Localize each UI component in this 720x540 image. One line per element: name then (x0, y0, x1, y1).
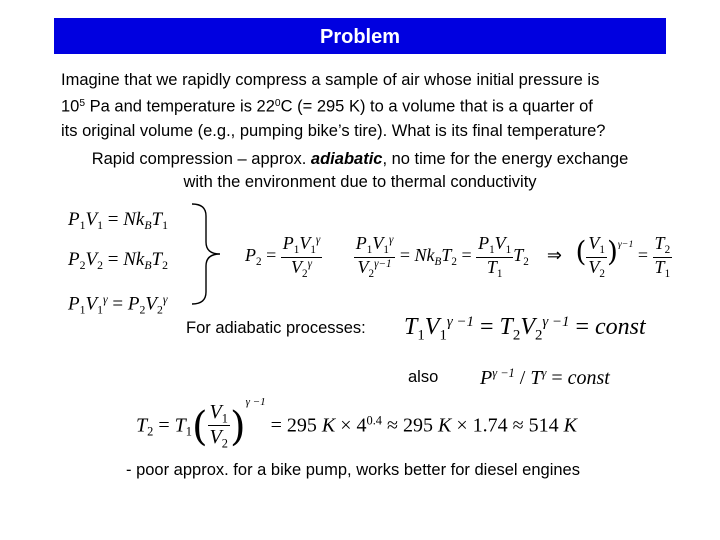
problem-line-2: $10^5$ Pa and temperature is $22^0C$ (= 295 K) to a volume that is a quarter of (61, 97, 593, 116)
problem-line-1: Imagine that we rapidly compress a sample of air whose initial pressure is (61, 71, 600, 89)
brace-icon (190, 202, 224, 306)
derivation-row: $P_2$ = $\frac{P_1V_1^\gamma}{V_2^\gamma}$ $\frac{P_1V_1^\gamma}{V_2^{\gamma-1}}$ = $Nk_BT_2$ = $\frac{P_1V_1}{T_1}$ $T_2$ ⇒ ( $\frac{V_1}{V_2}$ )$^{\gamma-1}$ = $\frac{T_2}{T_1}$ (245, 233, 671, 280)
equation-system (68, 203, 168, 328)
problem-statement (61, 68, 659, 143)
adiabatic-label: For adiabatic processes: (186, 319, 366, 337)
adiabatic-invariant-tv: $T_1V_1^{\gamma -1} = T_2V_2^{\gamma -1}$ = const (404, 314, 646, 344)
final-calculation: $T_2 = T_1$( $\frac{V_1}{V_2}$ )$^{\gamma -1}$ = 295 $K \times 4^{0.4} \approx 295$ K × 1.74 ≈ 514 K (136, 396, 577, 451)
eq-state-1: $P_1V_1 = Nk_BT_1$ (68, 209, 168, 233)
also-label: also (408, 368, 439, 386)
adiabatic-invariant-pt: $P^{\gamma -1} / T^\gamma$ = const (480, 366, 610, 389)
diesel-note: - poor approx. for a bike pump, works better for diesel engines (126, 461, 580, 479)
eq-state-2: $P_2V_2 = Nk_BT_2$ (68, 249, 168, 273)
adiabatic-explanation: Rapid compression – approx. adiabatic, no time for the energy exchange with the environment due to thermal conductivity (91, 150, 629, 191)
problem-line-3: its original volume (e.g., pumping bike’s tire). What is its final temperature? (61, 121, 606, 140)
slide-title: Problem (54, 18, 666, 54)
adiabatic-term: adiabatic (310, 150, 383, 168)
eq-adiabat: $P_1V_1^\gamma = P_2V_2^\gamma$ (68, 293, 168, 317)
